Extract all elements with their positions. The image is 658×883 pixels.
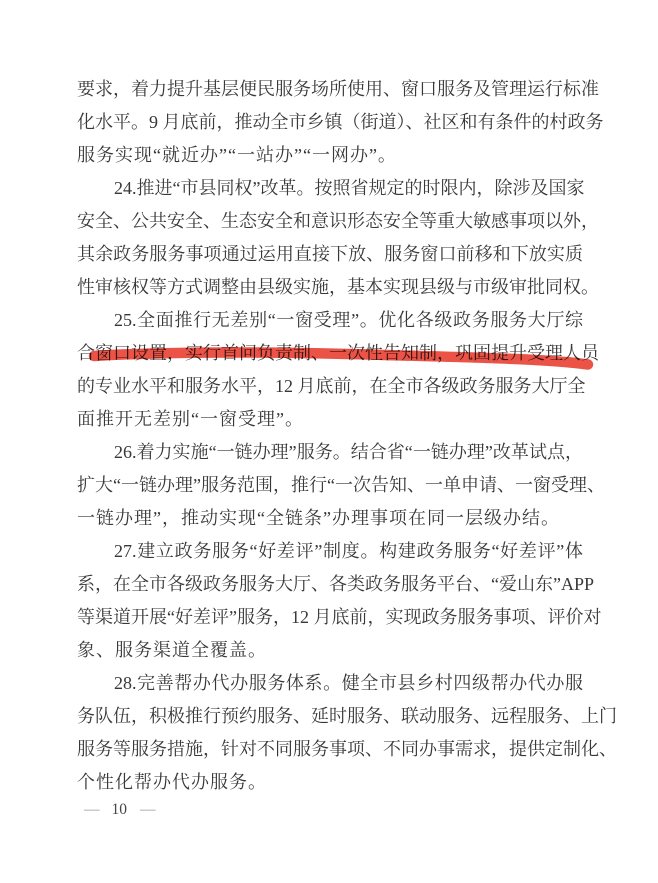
text-line: 25.全面推行无差别“一窗受理”。优化各级政务服务大厅综 xyxy=(114,310,583,330)
text-line: 其余政务服务事项通过运用直接下放、服务窗口前移和下放实质 xyxy=(77,244,583,264)
text-line: 服务等服务措施，针对不同服务事项、不同办事需求，提供定制化、 xyxy=(77,739,617,759)
text-line: 性审核权等方式调整由县级实施，基本实现县级与市级审批同权。 xyxy=(77,277,599,297)
text-line: 安全、公共安全、生态安全和意识形态安全等重大敏感事项以外， xyxy=(77,211,599,231)
text-line: 28.完善帮办代办服务体系。健全市县乡村四级帮办代办服 xyxy=(114,673,583,693)
document-body xyxy=(77,73,617,799)
text-line: 24.推进“市县同权”改革。按照省规定的时限内，除涉及国家 xyxy=(114,178,585,198)
page-footer xyxy=(84,801,155,819)
text-line: 个性化帮办代办服务。 xyxy=(77,772,267,792)
text-line: 化水平。9 月底前，推动全市乡镇（街道）、社区和有条件的村政务 xyxy=(77,112,604,132)
text-line: 的专业水平和服务水平，12 月底前，在全市各级政务服务大厅全 xyxy=(77,376,586,396)
text-line: 服务实现“就近办”“一站办”“一网办”。 xyxy=(77,145,397,165)
text-line: 26.着力实施“一链办理”服务。结合省“一链办理”改革试点， xyxy=(114,442,583,462)
footer-dash-left: — xyxy=(84,801,99,818)
text-line: 27.建立政务服务“好差评”制度。构建政务服务“好差评”体 xyxy=(114,541,583,561)
text-line: 面推开无差别“一窗受理”。 xyxy=(77,409,304,429)
text-line: 扩大“一链办理”服务范围，推行“一次告知、一单申请、一窗受理、 xyxy=(77,475,605,495)
text-line: 务队伍，积极推行预约服务、延时服务、联动服务、远程服务、上门 xyxy=(77,706,617,726)
footer-dash-right: — xyxy=(140,801,155,818)
page-number: 10 xyxy=(111,801,127,818)
text-line: 等渠道开展“好差评”服务，12 月底前，实现政务服务事项、评价对 xyxy=(77,607,602,627)
text-line: 要求，着力提升基层便民服务场所使用、窗口服务及管理运行标准 xyxy=(77,79,599,99)
text-line: 系，在全市各级政务服务大厅、各类政务服务平台、“爱山东”APP xyxy=(77,574,594,594)
text-line: 象、服务渠道全覆盖。 xyxy=(77,640,267,660)
text-line: 合窗口设置，实行首问负责制、一次性告知制，巩固提升受理人员 xyxy=(77,343,599,363)
text-line: 一链办理”，推动实现“全链条”办理事项在同一层级办结。 xyxy=(77,508,560,528)
